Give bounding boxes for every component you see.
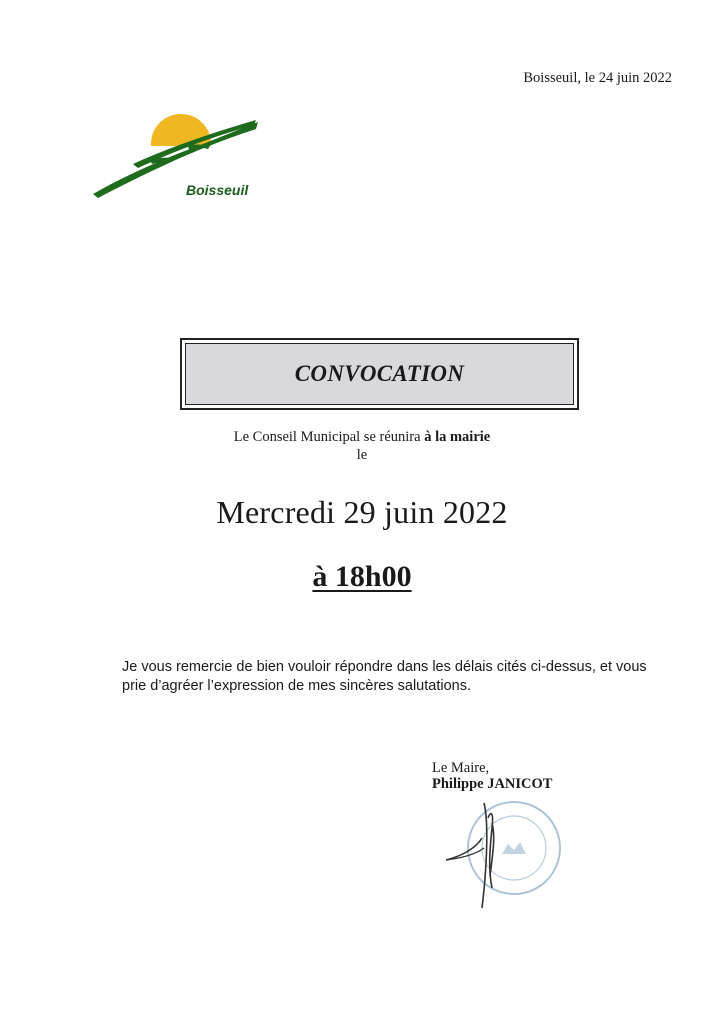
title-box xyxy=(180,338,579,410)
meeting-time xyxy=(0,560,724,594)
closing-paragraph: Je vous remercie de bien vouloir répondre dans les délais cités ci-dessus, et vous prie d’agréer l’expression de mes sincères salutations. xyxy=(122,659,647,694)
mayor-seal-signature xyxy=(432,798,572,918)
meeting-date: Mercredi 29 juin 2022 xyxy=(216,494,508,530)
signatory-role: Le Maire, xyxy=(432,760,490,776)
page-title: CONVOCATION xyxy=(294,361,465,386)
meeting-time-text: à 18h00 xyxy=(312,560,412,593)
intro-text-regular: Le Conseil Municipal se réunira xyxy=(233,429,425,445)
place-date: Boisseuil, le 24 juin 2022 xyxy=(523,70,672,86)
intro-text xyxy=(0,428,724,464)
intro-text-bold: à la mairie xyxy=(424,429,491,445)
logo-text: Boisseuil xyxy=(186,182,249,198)
intro-line-2: le xyxy=(356,447,368,463)
signatory-name: Philippe JANICOT xyxy=(432,776,553,792)
